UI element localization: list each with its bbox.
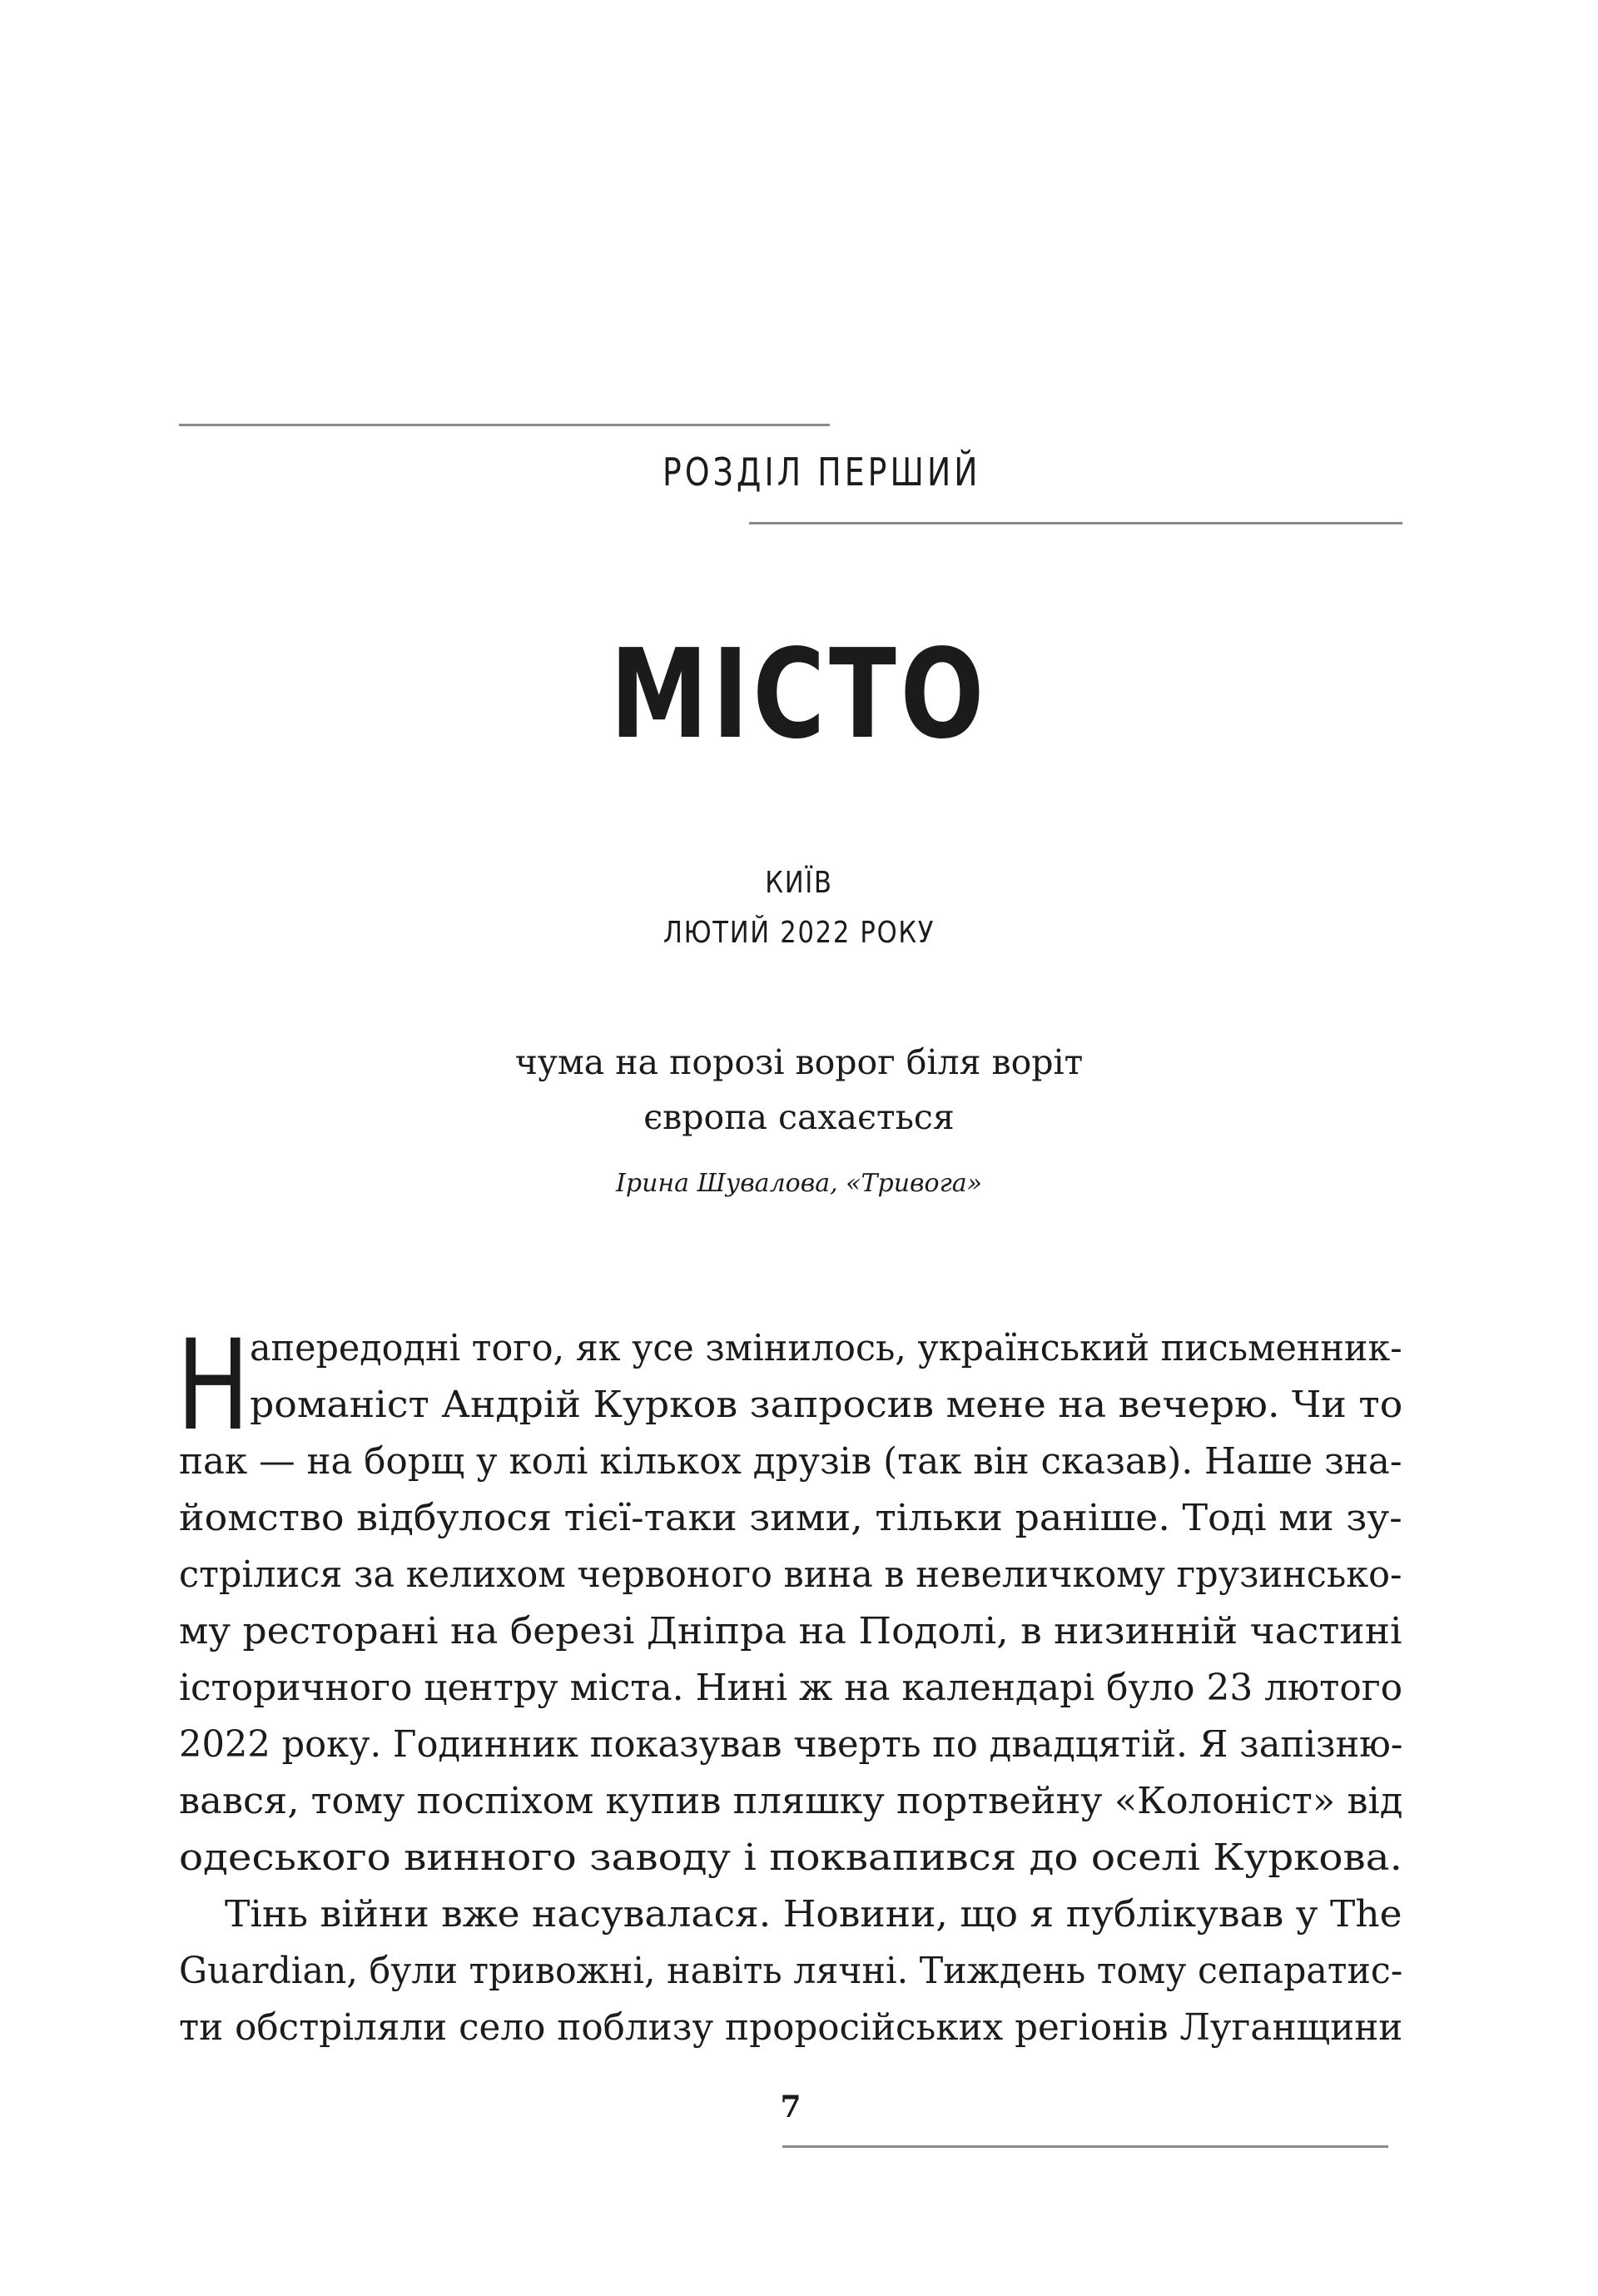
top-divider-line [179, 424, 830, 426]
body-line: романіст Андрій Курков запросив мене на вечерю. Чи то [250, 1384, 1403, 1426]
epigraph-line: європа сахається [643, 1097, 955, 1137]
drop-cap: Н [176, 1314, 250, 1459]
body-line: пак — на борщ у колі кількох друзів (так він сказав). Наше зна- [179, 1440, 1402, 1483]
chapter-divider-line [749, 522, 1402, 524]
body-line: йомство відбулося тієї-таки зими, тільки раніше. Тоді ми зу- [179, 1497, 1402, 1539]
body-line: одеського винного заводу і поквапився до оселі Куркова. [179, 1836, 1402, 1879]
body-line: му ресторані на березі Дніпра на Подолі, в низинній частині [179, 1610, 1402, 1652]
body-line: 2022 року. Годинник показував чверть по двадцятій. Я запізню- [179, 1723, 1403, 1766]
body-line: Guardian, були тривожні, навіть лячні. Тиждень тому сепаратис- [179, 1950, 1403, 1992]
place-date: ЛЮТИЙ 2022 РОКУ [663, 916, 935, 950]
body-line: ти обстріляли село поблизу проросійських регіонів Луганщини [179, 2006, 1403, 2049]
epigraph-line: чума на порозі ворог біля воріт [514, 1042, 1084, 1082]
page-number: 7 [780, 2090, 801, 2125]
body-line: вався, тому поспіхом купив пляшку портвейну «Колоніст» від [179, 1780, 1403, 1822]
body-line: апередодні того, як усе змінилось, український письменник- [250, 1327, 1402, 1369]
body-line: історичного центру міста. Нині ж на календарі було 23 лютого [179, 1667, 1403, 1709]
place-city: КИЇВ [765, 866, 833, 900]
body-line: стрілися за келихом червоного вина в невеличкому грузинсько- [179, 1553, 1402, 1596]
footer-divider-line [782, 2145, 1388, 2148]
epigraph-source: Ірина Шувалова, «Тривога» [616, 1169, 982, 1198]
chapter-title: МІСТО [609, 623, 989, 766]
chapter-label: РОЗДІЛ ПЕРШИЙ [663, 450, 981, 494]
body-line: Тінь війни вже насувалася. Новини, що я публікував у The [225, 1893, 1402, 1936]
